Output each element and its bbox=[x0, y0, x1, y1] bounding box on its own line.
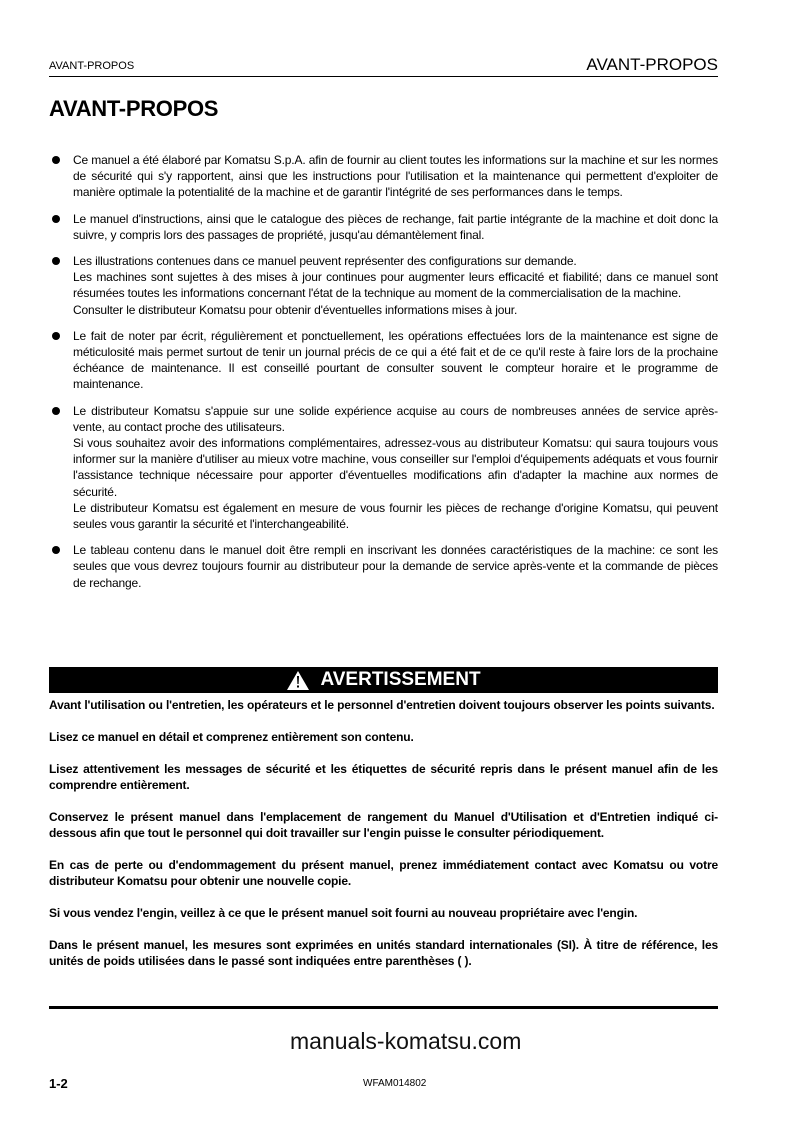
bullet-item bbox=[49, 253, 718, 318]
bullet-icon bbox=[52, 156, 60, 164]
watermark: manuals-komatsu.com bbox=[290, 1028, 522, 1054]
page-title: AVANT-PROPOS bbox=[49, 96, 219, 121]
document-id: WFAM014802 bbox=[363, 1078, 427, 1089]
warning-triangle-icon bbox=[286, 670, 310, 691]
header-divider bbox=[49, 76, 718, 77]
warning-paragraph: Si vous vendez l'engin, veillez à ce que le présent manuel soit fourni au nouveau propriétaire avec l'engin. bbox=[49, 906, 638, 920]
bullet-text: Les illustrations contenues dans ce manuel peuvent représenter des configurations sur demande. bbox=[73, 254, 577, 269]
bullet-text: Les machines sont sujettes à des mises à jour continues pour augmenter leurs efficacité et fiabilité; dans ce manuel sont résumées toutes les informations concernant l'état de la technique au moment de la commercialisation de la machine. bbox=[73, 270, 718, 301]
warning-paragraph: Avant l'utilisation ou l'entretien, les opérateurs et le personnel d'entretien doivent toujours observer les points suivants. bbox=[49, 698, 715, 712]
bullet-text: Le tableau contenu dans le manuel doit être rempli en inscrivant les données caractéristiques de la machine: ce sont les seules que vous devrez toujours fournir au distributeur pour la demande de service après-vente et la commande de pièces de rechange. bbox=[73, 543, 718, 590]
warning-heading: AVERTISSEMENT bbox=[320, 669, 481, 690]
warning-body bbox=[49, 697, 718, 985]
bullet-text: Le manuel d'instructions, ainsi que le catalogue des pièces de rechange, fait partie intégrante de la machine et doit donc la suivre, y compris lors des passages de propriété, jusqu'au démantèlement final. bbox=[73, 211, 718, 242]
warning-paragraph: Lisez ce manuel en détail et comprenez entièrement son contenu. bbox=[49, 730, 414, 744]
bullet-text: Si vous souhaitez avoir des informations complémentaires, adressez-vous au distributeur Komatsu: qui saura toujours vous informer sur la manière d'utiliser au mieux votre machine, vous conseiller sur l'emploi d'équipements adéquats et vous fournir l'assistance technique nécessaire pour apporter d'éventuelles modifications afin d'adapter la machine aux normes de sécurité. bbox=[73, 436, 718, 499]
bullet-item bbox=[49, 211, 718, 243]
bullet-text: Le distributeur Komatsu est également en mesure de vous fournir les pièces de rechange d'origine Komatsu, qui peuvent seules vous garantir la sécurité et l'interchangeabilité. bbox=[73, 500, 718, 532]
bullet-text: Consulter le distributeur Komatsu pour obtenir d'éventuelles informations mises à jour. bbox=[73, 302, 518, 317]
bullet-text: Le fait de noter par écrit, régulièrement et ponctuellement, les opérations effectuées lors de la maintenance est signe de méticulosité mais permet surtout de tenir un journal précis de ce qui a été fait et de ce qu'il reste à faire lors de la prochaine échéance de maintenance. Il est conseillé pourtant de consulter souvent le compteur horaire et le programme de maintenance. bbox=[73, 328, 718, 392]
warning-paragraph: Lisez attentivement les messages de sécurité et les étiquettes de sécurité repris dans le présent manuel afin de les comprendre entièrement. bbox=[49, 762, 718, 792]
running-header-left: AVANT-PROPOS bbox=[49, 60, 135, 72]
warning-paragraph: Conservez le présent manuel dans l'emplacement de rangement du Manuel d'Utilisation et d'Entretien indiqué ci-dessous afin que tout le personnel qui doit travailler sur l'engin puisse le consulter périodiquement. bbox=[49, 810, 718, 840]
bullet-text: Ce manuel a été élaboré par Komatsu S.p.A. afin de fournir au client toutes les informations sur la machine et sur les normes de sécurité qui s'y rapportent, ainsi que les instructions pour l'utilisation et la maintenance qui permettent d'exploiter de manière optimale la potentialité de la machine et de garantir l'intégrité de ses performances dans le temps. bbox=[73, 153, 718, 200]
warning-paragraph: Dans le présent manuel, les mesures sont exprimées en unités standard internationales (SI). À titre de référence, les unités de poids utilisées dans le passé sont indiquées entre parenthèses ( ). bbox=[49, 938, 718, 968]
bullet-icon bbox=[52, 407, 60, 415]
page-number: 1-2 bbox=[49, 1076, 68, 1091]
bullet-icon bbox=[52, 215, 60, 223]
warning-paragraph: En cas de perte ou d'endommagement du présent manuel, prenez immédiatement contact avec Komatsu ou votre distributeur Komatsu pour obtenir une nouvelle copie. bbox=[49, 858, 718, 888]
bullet-text: Le distributeur Komatsu s'appuie sur une solide expérience acquise au cours de nombreuses années de service après-vente, au contact proche des utilisateurs. bbox=[73, 403, 718, 434]
running-header-right: AVANT-PROPOS bbox=[586, 55, 718, 74]
bullet-icon bbox=[52, 332, 60, 340]
bullet-item bbox=[49, 152, 718, 201]
bullet-icon bbox=[52, 257, 60, 265]
warning-banner bbox=[49, 667, 718, 693]
bullet-item bbox=[49, 403, 718, 533]
bullet-item bbox=[49, 542, 718, 591]
bullet-item bbox=[49, 328, 718, 393]
bullet-list bbox=[49, 152, 718, 601]
warning-bottom-rule bbox=[49, 1006, 718, 1009]
bullet-icon bbox=[52, 546, 60, 554]
